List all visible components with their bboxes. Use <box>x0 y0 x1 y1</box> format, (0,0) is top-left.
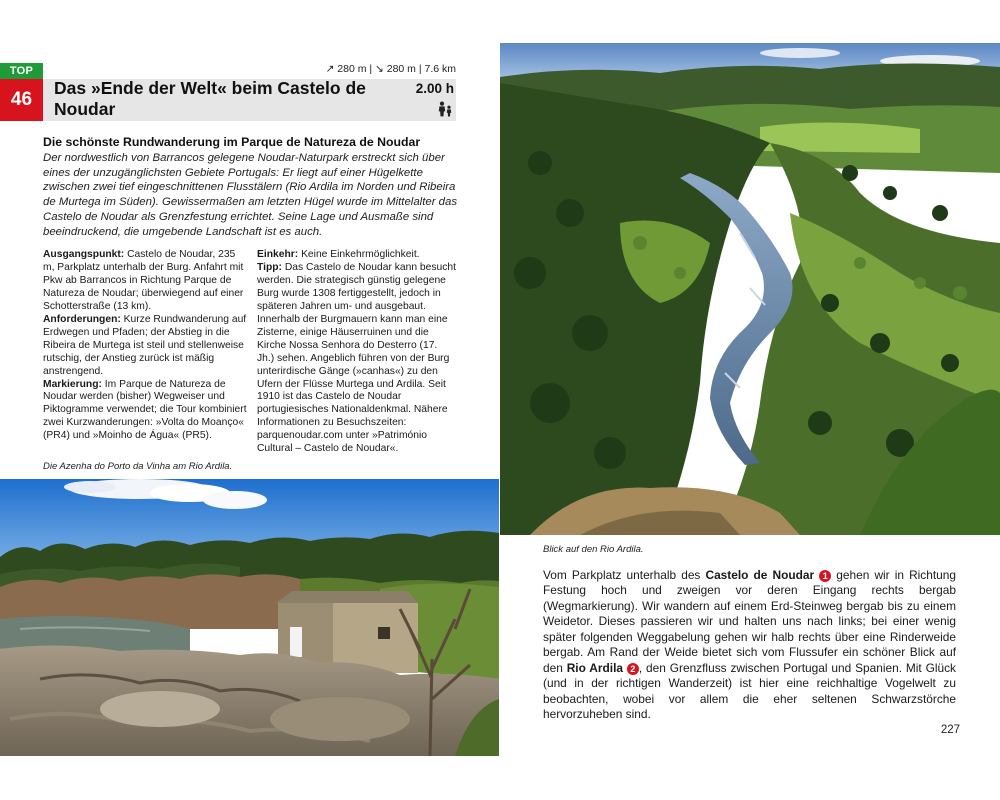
text-markierung: Im Parque de Natureza de Noudar werden (bisher) Wegweiser und Piktogramme verwendet; die Tour kombiniert zwei Kurzwanderungen: »Volta do Moanço« (PR4) und »Moinho de Água« (PR5). <box>43 378 247 442</box>
place-rio-ardila: Rio Ardila <box>566 660 623 675</box>
route-text-2: gehen wir in Richtung Festung hoch und zweigen vor deren Eingang rechts bergab (Wegmarkierung). Wir wandern auf einem Erd-Steinweg bergab bis zu einem Weidetor. Dieses passieren wir und halten uns nach links; bei einer wenig später folgenden Weggabelung gehen wir halb rechts über eine Rinderweide bergab. Am Rand der Weide bietet sich vom Flussufer ein schöner Blick auf den <box>543 568 956 675</box>
route-description <box>543 568 956 723</box>
right-photo-caption: Blick auf den Rio Ardila. <box>543 544 644 555</box>
label-markierung: Markierung: <box>43 378 102 390</box>
info-anforderungen <box>43 314 248 379</box>
waypoint-marker-2: 2 <box>627 663 639 675</box>
text-tipp: Das Castelo de Noudar kann besucht werden. Die strategisch günstig gelegene Burg wurde 1308 fertiggestellt, jedoch in späteren Jahren um- und ausgebaut. Innerhalb der Burgmauern kann man eine Zisterne, einige Häuserruinen und die Kirche Nossa Senhora do Desterro (17. Jh.) sehen. Angeblich führen von der Burg unterirdische Gänge (»canhas«) zu den Ufern der Flüsse Murtega und Ardila. Seit 1910 ist das Castelo de Noudar portugiesisches Nationaldenkmal. Nähere Informationen zu Besuchszeiten: parquenoudar.com unter »Património Cultural – Castelo de Noudar«. <box>257 261 456 455</box>
intro-paragraph: Der nordwestlich von Barrancos gelegene Noudar-Naturpark erstreckt sich über eines der unzugänglichsten Gebiete Portugals: Er liegt auf einer Hügelkette zwischen zwei tief eingeschnittenen Flusstälern (Rio Ardila im Norden und Ribeira de Murtega im Süden). Gewissermaßen am letzten Hügel wurde im Mittelalter das Castelo de Noudar als Grenzfestung errichtet. Seine Lage und Ausmaße sind beeindruckend, die umgebende Landschaft ist es auch. <box>43 152 458 238</box>
tour-number-badge: 46 <box>0 79 43 121</box>
text-ausgangspunkt: Castelo de Noudar, 235 m, Parkplatz unterhalb der Burg. Anfahrt mit Pkw ab Barrancos in Richtung Parque de Natureza de Noudar; überwiegend auf einer Schotterstraße (13 km). <box>43 249 244 312</box>
place-castelo-de-noudar: Castelo de Noudar <box>705 568 815 582</box>
info-column-right <box>257 249 457 456</box>
route-text-3: , den Grenzfluss zwischen Portugal und Spanien. Mit Glück (und in der richtigen Wanderzeit) ist hier eine reichhaltige Vogelwelt zu beobachten, wobei vor allem die eher seltenen Schwarzstörche hervorzuheben sind. <box>543 660 956 722</box>
family-icon <box>436 101 454 117</box>
label-ausgangspunkt: Ausgangspunkt: <box>43 249 125 260</box>
info-tipp <box>257 262 457 456</box>
label-einkehr: Einkehr: <box>257 249 299 260</box>
top-badge: TOP <box>0 63 43 79</box>
label-anforderungen: Anforderungen: <box>43 313 121 325</box>
river-valley-photo <box>500 43 1000 535</box>
tour-stats: ↗ 280 m | ↘ 280 m | 7.6 km <box>325 63 456 75</box>
page-number: 227 <box>940 724 960 736</box>
mill-photo <box>0 479 499 756</box>
page-title: Das »Ende der Welt« beim Castelo de Noudar <box>54 78 366 119</box>
info-markierung <box>43 379 248 444</box>
tour-duration: 2.00 h <box>415 81 454 96</box>
section-subheading: Die schönste Rundwanderung im Parque de Natureza de Noudar <box>43 135 421 149</box>
left-photo-caption: Die Azenha do Porto da Vinha am Rio Ardila. <box>43 461 233 472</box>
info-column-left <box>43 249 248 443</box>
info-einkehr <box>257 249 457 262</box>
info-ausgangspunkt <box>43 249 248 314</box>
route-text-1: Vom Parkplatz unterhalb des <box>543 568 706 582</box>
label-tipp: Tipp: <box>257 261 282 273</box>
text-einkehr: Keine Einkehrmöglichkeit. <box>298 249 420 260</box>
waypoint-marker-1: 1 <box>819 570 831 582</box>
text-anforderungen: Kurze Rundwanderung auf Erdwegen und Pfaden; der Abstieg in die Ribeira de Murtega ist steil und stellenweise rutschig, der Anstieg zurück ist mäßig anstrengend. <box>43 313 247 377</box>
